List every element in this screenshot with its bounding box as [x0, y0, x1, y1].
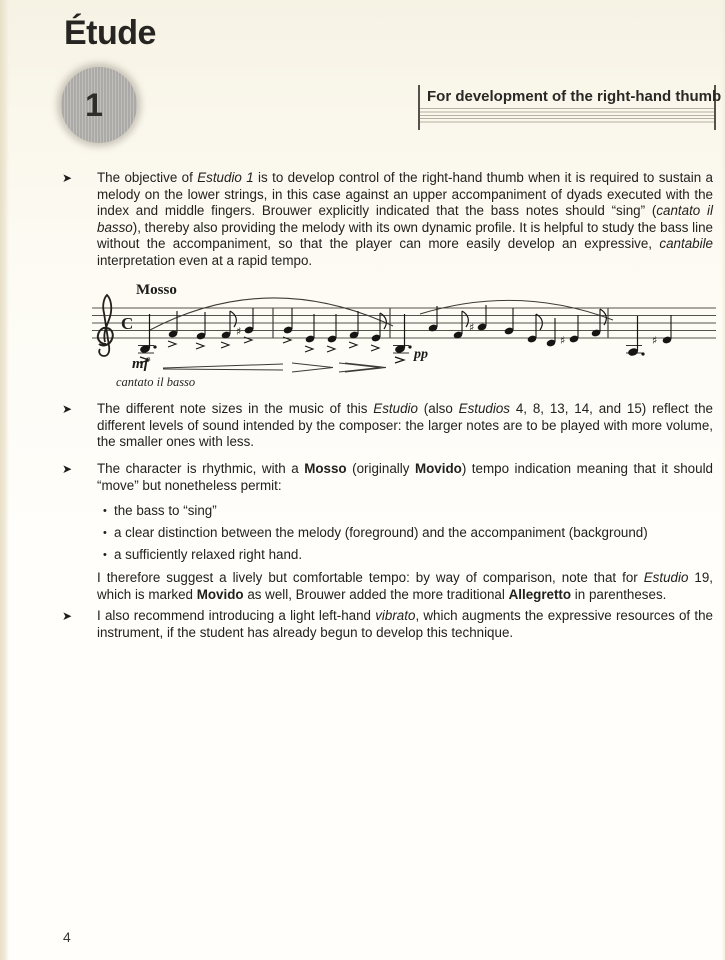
melody-notes — [168, 305, 672, 352]
bullet-arrow-icon: ➤ — [62, 609, 73, 623]
note — [305, 314, 315, 352]
decrescendo-hairpin — [292, 363, 333, 372]
paragraph-text: The different note sizes in the music of this Estudio (also Estudios 4, 8, 13, 14, and 15) reflect the different levels of sound intended by the composer: the larger notes are to be played with more volume, the smaller ones with less. — [97, 401, 713, 450]
treble-clef-icon — [98, 295, 113, 356]
sub-bullet-icon: • — [103, 505, 107, 517]
paragraph-text: I also recommend introducing a light left-hand vibrato, which augments the expressive resources of the instrument, if the student has already begun to develop this technique. — [97, 608, 713, 640]
staff-rules-decoration — [420, 108, 714, 125]
eighth-flag — [536, 314, 542, 330]
purpose-box — [418, 85, 722, 130]
page-number: 4 — [63, 929, 71, 945]
sub-bullet-1 — [103, 503, 217, 520]
bullet-paragraph-3 — [62, 461, 713, 494]
sub-bullet-3 — [103, 547, 302, 564]
dynamic-pp: pp — [414, 347, 428, 362]
etude-number-badge — [61, 67, 137, 143]
note — [477, 305, 487, 331]
note — [662, 315, 672, 344]
sub-bullet-text: a sufficiently relaxed right hand. — [114, 547, 303, 562]
music-notation-figure — [88, 278, 720, 400]
sharp-icon: ♯ — [236, 325, 242, 338]
accent-mark — [395, 357, 404, 363]
note-eighth — [527, 314, 543, 343]
bullet-paragraph-4 — [62, 608, 713, 641]
note — [546, 318, 556, 347]
note-eighth — [221, 311, 237, 348]
eighth-flag — [462, 311, 468, 327]
bullet-arrow-icon: ➤ — [62, 402, 73, 416]
note — [168, 311, 178, 347]
page-title: Étude — [64, 14, 156, 52]
paragraph-text: The objective of Estudio 1 is to develop control of the right-hand thumb when it is required to sustain a melody on the lower strings, in this case against an upper accompaniment of dyads executed with the index and middle fingers. Brouwer explicitly indicated that the bass notes should “sing” (cantato il basso), thereby also providing the melody with its own dynamic profile. It is helpful to study the bass line without the accompaniment, so that the player can more easily develop an expressive, cantabile interpretation even at a rapid tempo. — [97, 170, 713, 268]
note — [327, 314, 337, 352]
bullet-arrow-icon: ➤ — [62, 462, 73, 476]
slur-2 — [420, 300, 613, 320]
time-signature: C — [121, 314, 134, 333]
accent-mark — [196, 343, 204, 349]
crescendo-hairpin — [163, 364, 283, 370]
tempo-marking: Mosso — [136, 282, 177, 298]
note — [569, 315, 579, 343]
accent-mark — [305, 346, 313, 352]
sub-bullet-text: the bass to “sing” — [114, 503, 217, 518]
hairpins — [163, 363, 388, 372]
accent-mark — [349, 342, 357, 348]
sharp-icon: ♯ — [652, 334, 658, 347]
bass-note-3 — [626, 316, 645, 357]
bullet-paragraph-1 — [62, 170, 713, 270]
page-edge-shadow-left — [0, 0, 9, 960]
bullet-paragraph-2 — [62, 401, 713, 451]
note — [504, 308, 514, 335]
sharp-icon: ♯ — [469, 321, 475, 334]
expression-text: cantato il basso — [116, 375, 196, 389]
note-eighth — [371, 313, 387, 351]
paragraph-3-continuation: I therefore suggest a lively but comfortable tempo: by way of comparison, note that for Estudio 19, which is marked Movido as well, Brouwer added the more traditional Allegretto in parentheses. — [97, 570, 714, 602]
accent-mark — [221, 342, 229, 348]
sub-bullet-text: a clear distinction between the melody (foreground) and the accompaniment (background) — [114, 525, 648, 540]
dynamic-mf: mf — [132, 356, 149, 372]
note — [349, 311, 359, 348]
accent-mark — [327, 346, 335, 352]
purpose-box-label: For development of the right-hand thumb — [427, 88, 722, 105]
paragraph-text: The character is rhythmic, with a Mosso (originally Movido) tempo indication meaning that it should “move” but nonetheless permit: — [97, 461, 713, 493]
bullet-arrow-icon: ➤ — [62, 171, 73, 185]
page-edge-shadow-right — [721, 0, 725, 960]
sub-bullet-icon: • — [103, 527, 107, 539]
sharp-icon: ♯ — [560, 334, 566, 347]
slur-1 — [150, 298, 393, 330]
etude-number: 1 — [85, 86, 103, 123]
sub-bullet-2 — [103, 525, 648, 542]
sub-bullet-icon: • — [103, 549, 107, 561]
music-example — [88, 278, 720, 400]
accent-mark — [371, 345, 379, 351]
accent-mark — [168, 341, 176, 347]
